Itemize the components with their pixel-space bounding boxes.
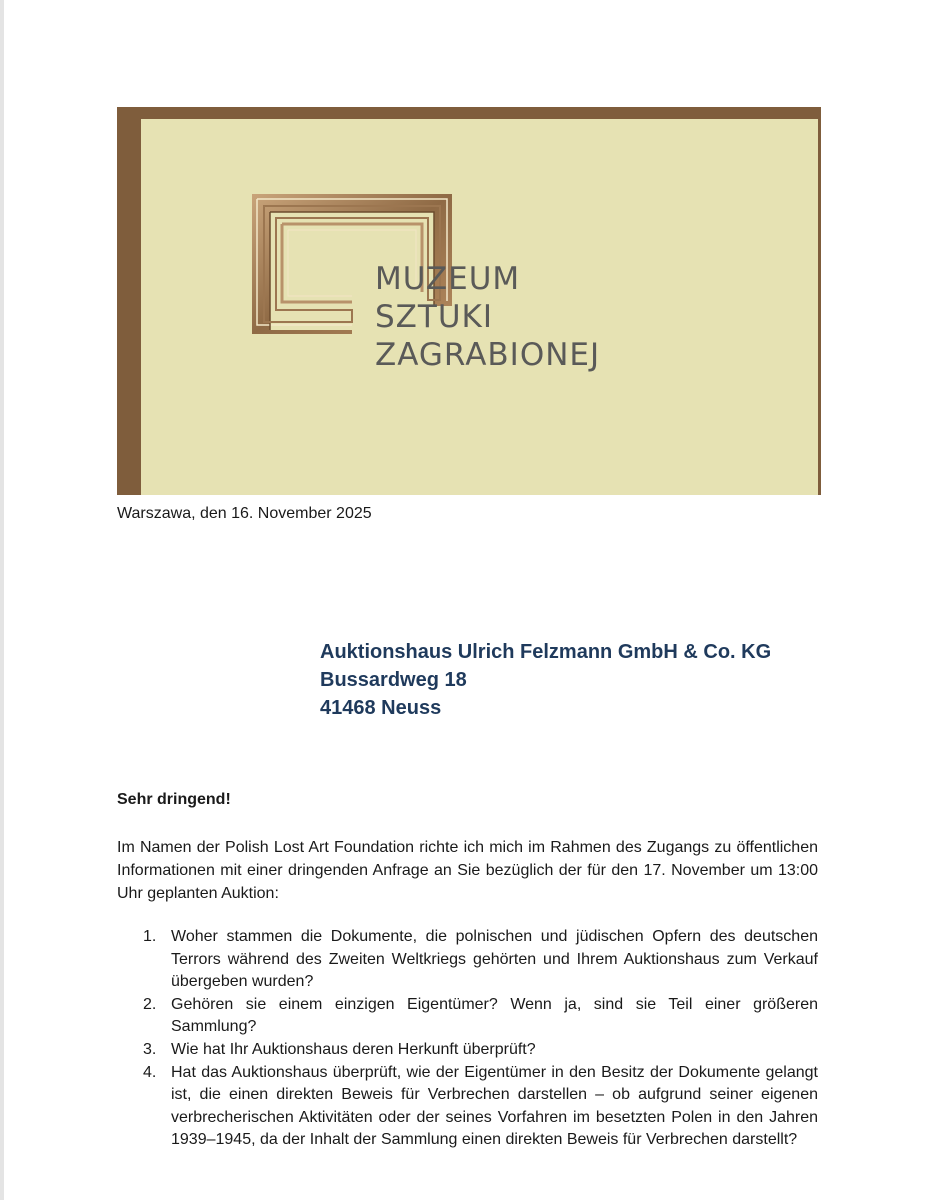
- urgent-heading: Sehr dringend!: [117, 791, 231, 808]
- list-text: Wie hat Ihr Auktionshaus deren Herkunft überprüft?: [171, 1040, 536, 1058]
- list-number: 1.: [143, 928, 157, 945]
- logo-line-1: MUZEUM: [375, 261, 521, 297]
- date-line: Warszawa, den 16. November 2025: [117, 505, 372, 522]
- intro-paragraph: Im Namen der Polish Lost Art Foundation richte ich mich im Rahmen des Zugangs zu öffentlichen Informationen mit einer dringenden Anfrage an Sie bezüglich der für den 17. November um 13:00 Uhr geplanten Auktion:: [117, 839, 818, 902]
- recipient-street: Bussardweg 18: [320, 669, 467, 691]
- list-item: [117, 1062, 818, 1152]
- recipient-city: 41468 Neuss: [320, 697, 442, 719]
- list-number: 2.: [143, 995, 157, 1013]
- list-number: 4.: [143, 1063, 157, 1081]
- logo-line-3: ZAGRABIONEJ: [375, 337, 601, 373]
- list-item: [117, 1039, 818, 1062]
- recipient-name: Auktionshaus Ulrich Felzmann GmbH & Co. KG: [320, 641, 772, 663]
- questions-list: [117, 926, 818, 1152]
- list-text: Woher stammen die Dokumente, die polnischen und jüdischen Opfern des deutschen Terrors während des Zweiten Weltkriegs gehörten und Ihrem Auktionshaus zum Verkauf übergeben wurden?: [171, 928, 818, 991]
- list-text: Hat das Auktionshaus überprüft, wie der Eigentümer in den Besitz der Dokumente gelangt ist, die einen direkten Beweis für Verbrechen darstellen – ob aufgrund seiner eigenen verbrecherischen Aktivitäten oder der seines Vorfahren im besetzten Polen in den Jahren 1939–1945, da der Inhalt der Sammlung einen direkten Beweis für Verbrechen darstellt?: [171, 1063, 818, 1149]
- list-number: 3.: [143, 1040, 157, 1058]
- list-item: [117, 926, 818, 994]
- recipient-address: [320, 638, 771, 722]
- logo-line-2: SZTUKI: [375, 299, 494, 335]
- page-edge: [0, 0, 4, 1200]
- list-item: [117, 994, 818, 1039]
- museum-logo-wordmark: [375, 260, 600, 374]
- list-text: Gehören sie einem einzigen Eigentümer? Wenn ja, sind sie Teil einer größeren Sammlung?: [171, 995, 818, 1036]
